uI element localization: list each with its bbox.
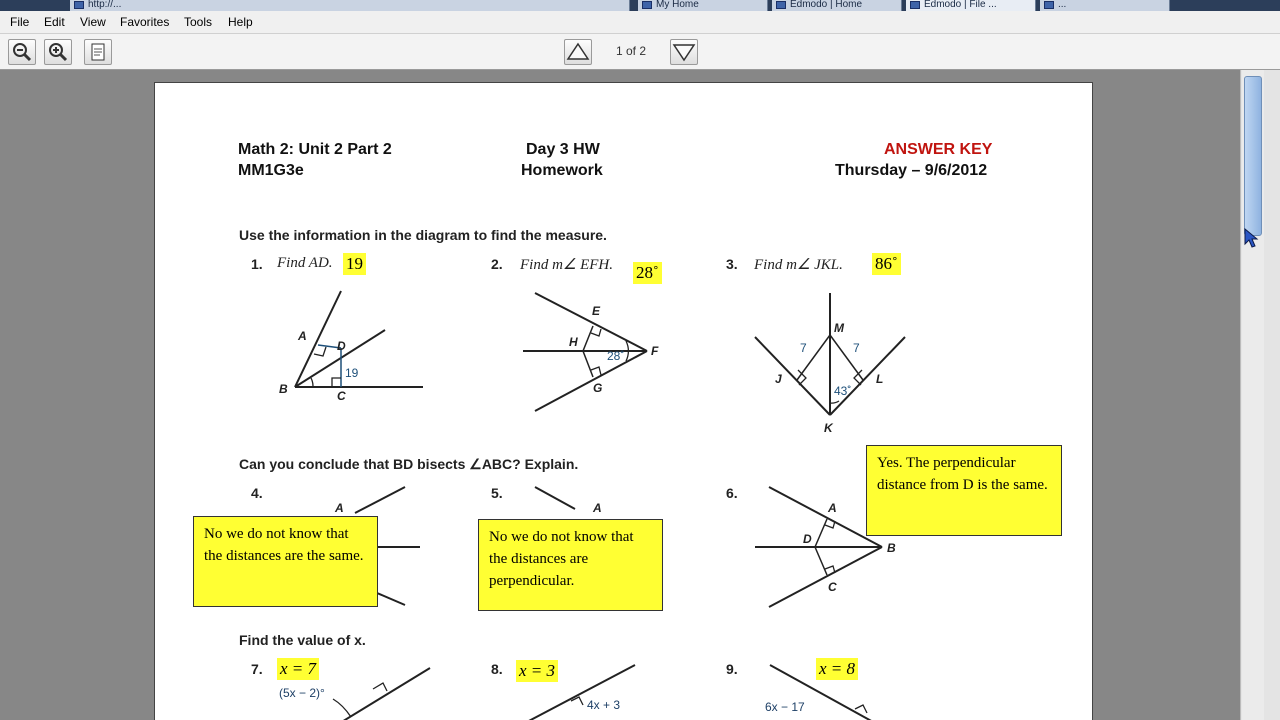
mouse-cursor-icon — [1243, 228, 1259, 248]
diagram-3 — [755, 293, 905, 415]
answer-7: x = 7 — [277, 658, 319, 680]
triangle-up-icon — [565, 40, 591, 64]
length-label-19: 19 — [345, 366, 359, 380]
point-label-c: C — [828, 580, 837, 594]
point-label-d: D — [337, 339, 346, 353]
angle-label-28: 28˚ — [607, 349, 625, 363]
point-label-f: F — [651, 344, 659, 358]
question-text-2: Find m∠ EFH. — [520, 257, 614, 273]
point-label-a: A — [593, 501, 602, 515]
length-label-7-right: 7 — [853, 341, 860, 355]
day-title: Day 3 HW — [526, 141, 600, 158]
standard-code: MM1G3e — [238, 162, 304, 179]
point-label-a: A — [298, 329, 307, 343]
answer-box-4: No we do not know that the distances are the same. — [193, 516, 378, 607]
section-instructions-1: Use the information in the diagram to find the measure. — [239, 227, 607, 243]
length-expression-8: 4x + 3 — [587, 698, 621, 712]
section-instructions-2: Can you conclude that BD bisects ∠ABC? Explain. — [239, 456, 579, 472]
point-label-m: M — [834, 321, 844, 335]
question-number-9: 9. — [726, 661, 738, 677]
browser-tab-strip — [0, 0, 1280, 11]
pdf-toolbar — [0, 34, 1280, 70]
browser-tab[interactable]: ... — [1040, 0, 1170, 11]
homework-label: Homework — [521, 162, 603, 179]
document-viewport — [0, 70, 1240, 720]
browser-tab-active[interactable]: Edmodo | File ... — [906, 0, 1036, 11]
zoom-out-icon — [9, 40, 35, 64]
point-label-b: B — [279, 382, 288, 396]
answer-2: 28˚ — [633, 262, 662, 284]
point-label-j: J — [775, 372, 782, 386]
point-label-a: A — [335, 501, 344, 515]
menu-bar — [0, 11, 1280, 34]
point-label-c: C — [337, 389, 346, 403]
browser-tab[interactable]: Edmodo | Home — [772, 0, 902, 11]
zoom-out-button[interactable] — [8, 39, 36, 65]
question-number-3: 3. — [726, 256, 738, 272]
question-text-3: Find m∠ JKL. — [754, 257, 843, 273]
menu-help[interactable]: Help — [228, 15, 253, 29]
diagram-2 — [523, 293, 647, 411]
diagram-5 — [535, 487, 575, 509]
date-label: Thursday – 9/6/2012 — [835, 162, 988, 179]
question-number-5: 5. — [491, 485, 503, 501]
point-label-k: K — [824, 421, 833, 435]
question-number-6: 6. — [726, 485, 738, 501]
browser-tab[interactable]: My Home — [638, 0, 768, 11]
length-label-7-left: 7 — [800, 341, 807, 355]
diagram-7 — [333, 668, 435, 720]
answer-box-6: Yes. The perpendicular distance from D is the same. — [866, 445, 1062, 536]
question-number-2: 2. — [491, 256, 503, 272]
question-text-1: Find AD. — [277, 255, 333, 271]
menu-view[interactable]: View — [80, 15, 106, 29]
page-icon — [74, 1, 84, 9]
answer-3: 86˚ — [872, 253, 901, 275]
point-label-b: B — [887, 541, 896, 555]
scroll-thumb[interactable] — [1244, 76, 1262, 236]
save-document-button[interactable] — [84, 39, 112, 65]
answer-box-5: No we do not know that the distances are perpendicular. — [478, 519, 663, 611]
next-page-button[interactable] — [670, 39, 698, 65]
point-label-d: D — [803, 532, 812, 546]
unit-title: Math 2: Unit 2 Part 2 — [238, 141, 392, 158]
pdf-page — [154, 82, 1093, 720]
menu-edit[interactable]: Edit — [44, 15, 65, 29]
length-expression-9: 6x − 17 — [765, 700, 805, 714]
menu-favorites[interactable]: Favorites — [120, 15, 170, 29]
question-number-8: 8. — [491, 661, 503, 677]
page-icon — [776, 1, 786, 9]
page-icon — [910, 1, 920, 9]
document-icon — [85, 40, 111, 64]
diagram-1 — [295, 291, 423, 387]
point-label-h: H — [569, 335, 578, 349]
question-number-4: 4. — [251, 485, 263, 501]
menu-file[interactable]: File — [10, 15, 30, 29]
point-label-l: L — [876, 372, 884, 386]
diagram-6 — [755, 487, 882, 607]
answer-1: 19 — [343, 253, 366, 275]
question-number-7: 7. — [251, 661, 263, 677]
question-number-1: 1. — [251, 256, 263, 272]
angle-label-43: 43˚ — [834, 384, 852, 398]
point-label-g: G — [593, 381, 603, 395]
zoom-in-icon — [45, 40, 71, 64]
previous-page-button[interactable] — [564, 39, 592, 65]
section-instructions-3: Find the value of x. — [239, 632, 366, 648]
point-label-e: E — [592, 304, 601, 318]
browser-tab[interactable]: http://... — [70, 0, 630, 11]
answer-9: x = 8 — [816, 658, 858, 680]
answer-8: x = 3 — [516, 660, 558, 682]
page-icon — [642, 1, 652, 9]
angle-expression-7: (5x − 2)° — [279, 686, 325, 700]
triangle-down-icon — [671, 40, 697, 64]
geometry-diagrams — [155, 83, 1094, 720]
zoom-in-button[interactable] — [44, 39, 72, 65]
answer-key-label: ANSWER KEY — [884, 141, 993, 158]
page-indicator: 1 of 2 — [615, 44, 647, 58]
point-label-a: A — [828, 501, 837, 515]
page-icon — [1044, 1, 1054, 9]
menu-tools[interactable]: Tools — [184, 15, 213, 29]
